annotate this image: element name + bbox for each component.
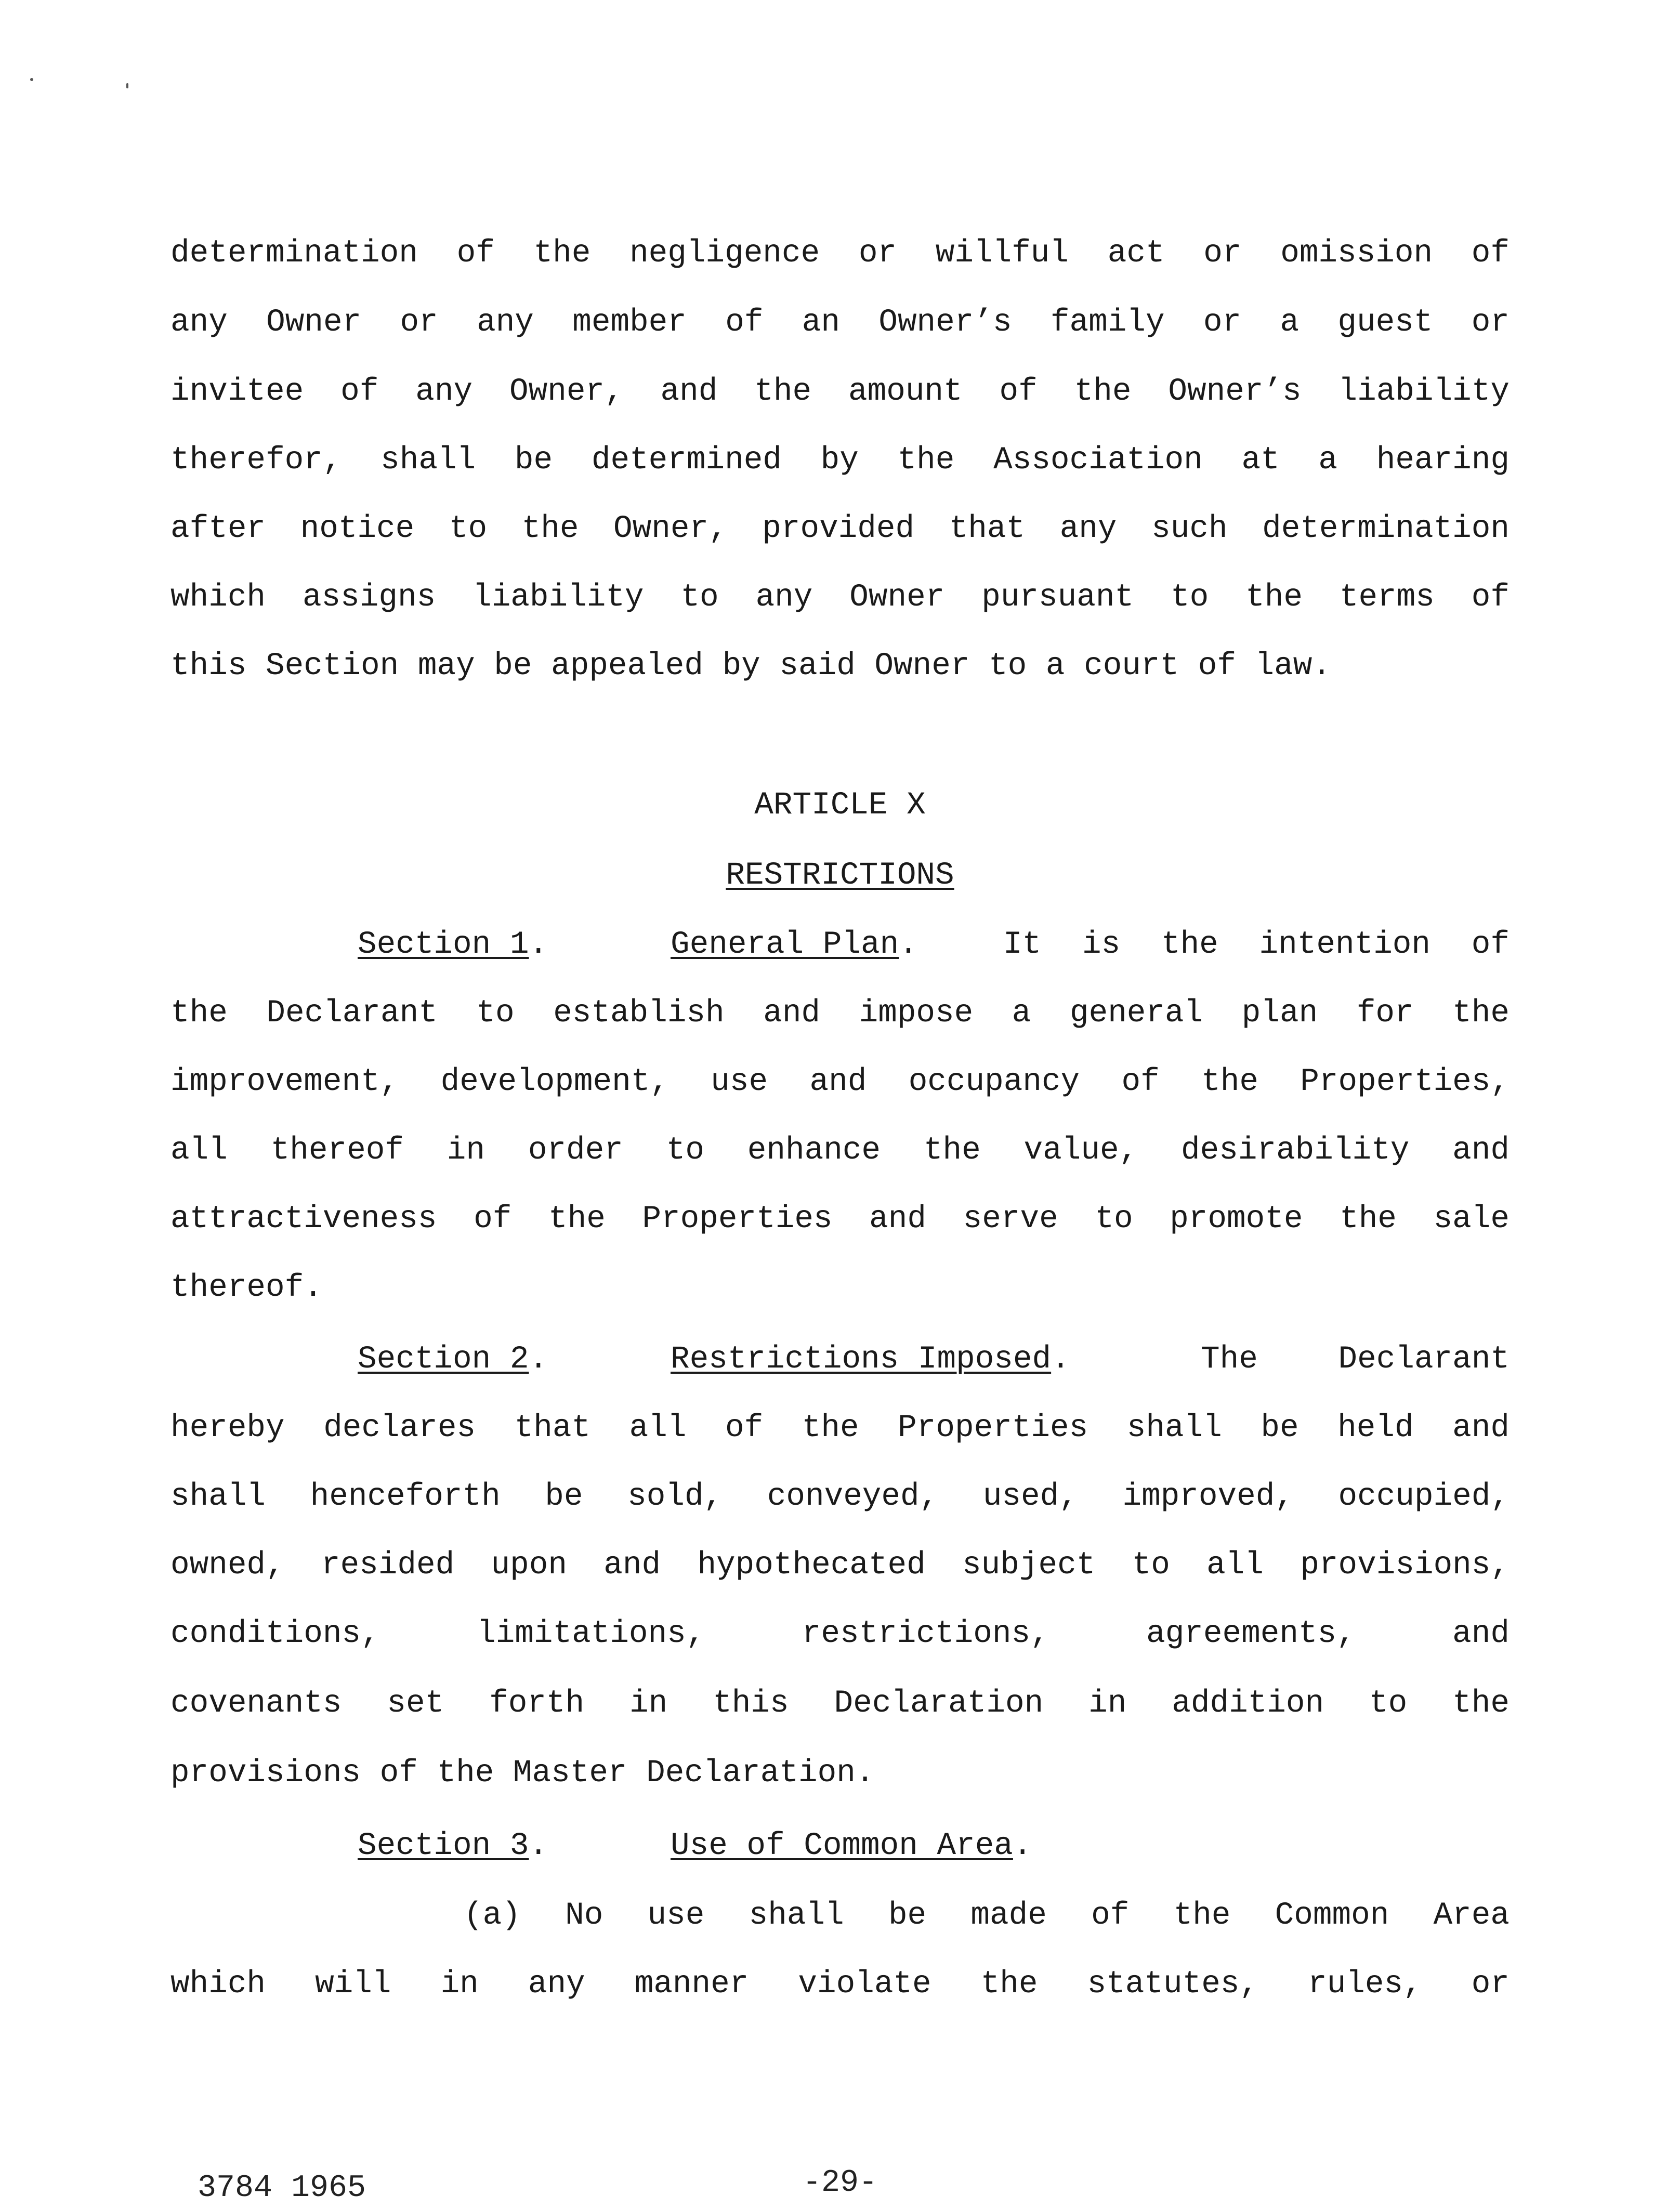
text-line: covenants set forth in this Declaration in addition to the	[170, 1686, 1510, 1721]
section-2-title: Restrictions Imposed.	[671, 1342, 1070, 1377]
article-title-text: RESTRICTIONS	[726, 858, 954, 893]
section-2-label: Section 2.	[358, 1342, 548, 1377]
text-line: which will in any manner violate the statutes, rules, or	[170, 1966, 1510, 2002]
section-3-label: Section 3.	[358, 1828, 548, 1864]
text-line: after notice to the Owner, provided that any such determination	[170, 511, 1510, 547]
section-1-label: Section 1.	[358, 927, 548, 963]
text-line: any Owner or any member of an Owner’s family or a guest or	[170, 305, 1510, 340]
scan-speck	[126, 83, 128, 88]
text-line: this Section may be appealed by said Owner to a court of law.	[170, 648, 1331, 684]
page-number: -29-	[802, 2165, 878, 2201]
article-title	[0, 855, 1680, 897]
section-2-first-line: The Declarant	[1201, 1342, 1510, 1377]
text-line: invitee of any Owner, and the amount of the Owner’s liability	[170, 374, 1510, 410]
text-line: owned, resided upon and hypothecated subject to all provisions,	[170, 1547, 1510, 1583]
section-2-label-text: Section 2	[358, 1342, 529, 1377]
section-2-title-text: Restrictions Imposed	[671, 1342, 1052, 1377]
text-line: conditions, limitations, restrictions, agreements, and	[170, 1616, 1510, 1652]
scan-speck	[30, 78, 33, 81]
text-line: therefor, shall be determined by the Association at a hearing	[170, 442, 1510, 478]
section-3-item-a-first-line: (a) No use shall be made of the Common Area	[464, 1898, 1510, 1934]
text-line: provisions of the Master Declaration.	[170, 1755, 875, 1791]
text-line: determination of the negligence or willful act or omission of	[170, 235, 1510, 271]
text-line: attractiveness of the Properties and serve to promote the sale	[170, 1201, 1510, 1237]
section-1-label-text: Section 1	[358, 927, 529, 963]
text-line: hereby declares that all of the Properties shall be held and	[170, 1410, 1510, 1446]
text-line: all thereof in order to enhance the value, desirability and	[170, 1133, 1510, 1168]
section-3-title-text: Use of Common Area	[671, 1828, 1013, 1864]
article-number: ARTICLE X	[754, 787, 926, 823]
text-line: shall henceforth be sold, conveyed, used, improved, occupied,	[170, 1479, 1510, 1515]
text-line: which assigns liability to any Owner pursuant to the terms of	[170, 580, 1510, 615]
section-1-title-text: General Plan	[671, 927, 899, 963]
section-1-title: General Plan.	[671, 927, 918, 963]
section-3-title: Use of Common Area.	[671, 1828, 1032, 1864]
section-1-first-line: It is the intention of	[1003, 927, 1510, 963]
text-line: the Declarant to establish and impose a general plan for the	[170, 995, 1510, 1031]
document-reference-number: 3784 1965	[198, 2171, 366, 2206]
text-line: thereof.	[170, 1270, 323, 1306]
section-3-label-text: Section 3	[358, 1828, 529, 1864]
text-line: improvement, development, use and occupancy of the Properties,	[170, 1064, 1510, 1100]
